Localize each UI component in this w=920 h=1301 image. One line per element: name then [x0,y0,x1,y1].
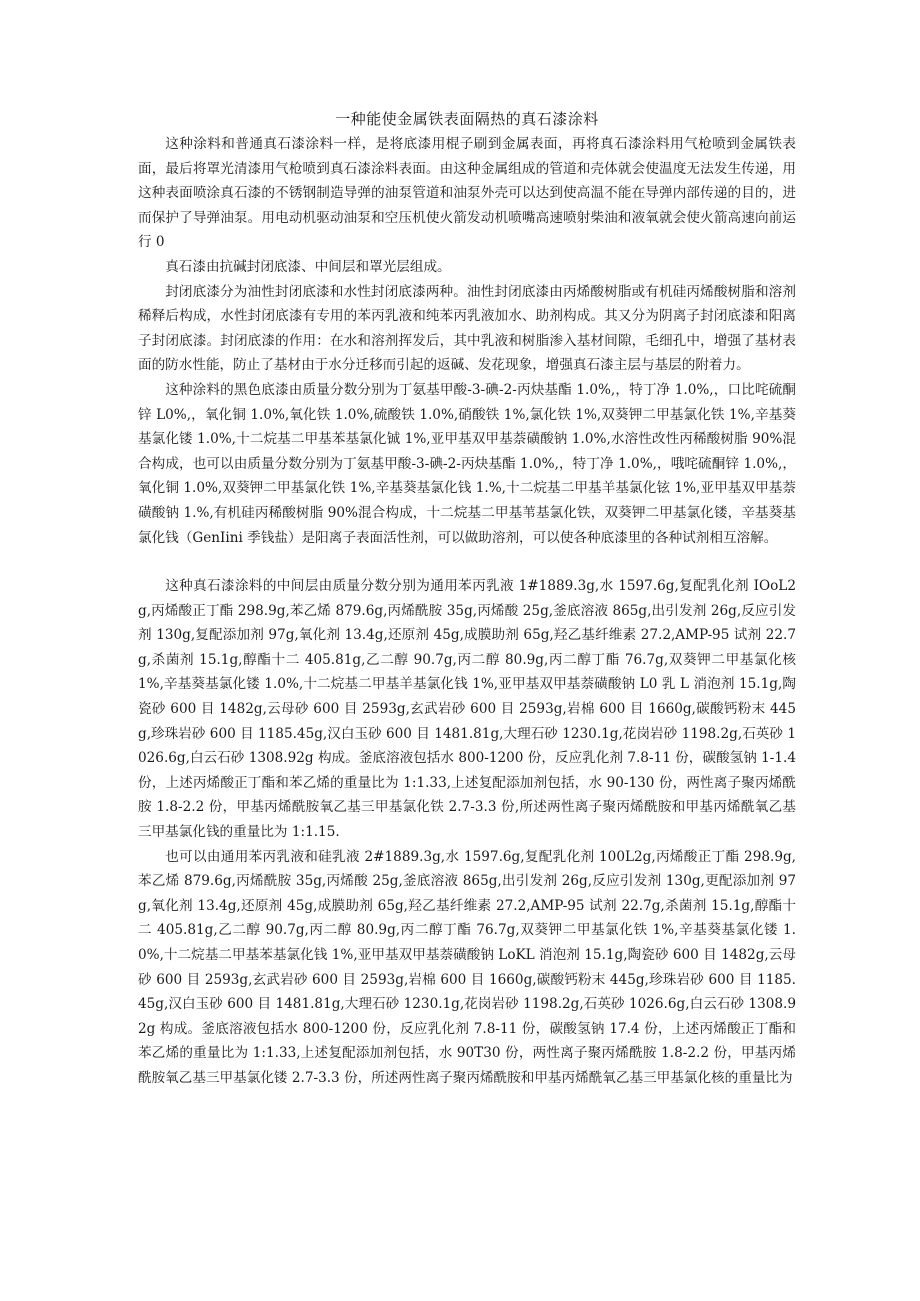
paragraph-intro: 这种涂料和普通真石漆涂料一样，是将底漆用棍子刷到金属表面，再将真石漆涂料用气枪喷到金属铁表面，最后将罩光清漆用气枪喷到真石漆涂料表面。由这种金属组成的管道和壳体就会使温度无法发生传递，用这种表面喷涂真石漆的不锈钢制造导弹的油泵管道和油泵外壳可以达到使高温不能在导弹内部传递的目的，进而保护了导弹油泵。用电动机驱动油泵和空压机使火箭发动机喷嘴高速喷射柴油和液氧就会使火箭高速向前运行 0 [138,136,796,251]
paragraph-black-primer: 这种涂料的黑色底漆由质量分数分别为丁氨基甲酸-3-碘-2-丙炔基酯 1.0%,，特丁净 1.0%,，口比咤硫酮锌 L0%,，氧化铜 1.0%,氧化铁 1.0%,硫酸铁 1.0%,硝酸铁 1%,氯化铁 1%,双葵钾二甲基氯化铁 1%,辛基葵基氯化镂 1.0%,十二烷基二甲基苯基氯化铖 1%,亚甲基双甲基萘磺酸钠 1.0%,水溶性改性丙稀酸树脂 90%混合构成，也可以由质量分数分别为丁氨基甲酸-3-碘-2-丙炔基酯 1.0%,，特丁净 1.0%,，哦咤硫酮锌 1.0%,，氧化铜 1.0%,双葵钾二甲基氯化铁 1%,辛基葵基氯化钱 1.%,十二烷基二甲基羊基氯化铉 1%,亚甲基双甲基萘磺酸钠 1.%,有机硅丙稀酸树脂 90%混合构成，十二烷基二甲基苇基氯化铁，双葵钾二甲基氯化镂，辛基葵基氯化钱（GenIini 季钱盐）是阳离子表面活性剂，可以做助溶剂，可以使各种底漆里的各种试剂相互溶解。 [138,381,796,546]
paragraph-composition: 真石漆由抗碱封闭底漆、中间层和罩光层组成。 [165,258,451,275]
document-page [138,108,796,1091]
paragraph-gap [138,550,796,574]
paragraph-primer: 封闭底漆分为油性封闭底漆和水性封闭底漆两种。油性封闭底漆由丙烯酸树脂或有机硅丙烯酸树脂和溶剂稀释后构成，水性封闭底漆有专用的苯丙乳液和纯苯丙乳液加水、助剂构成。其又分为阴离子封闭底漆和阳离子封闭底漆。封闭底漆的作用：在水和溶剂挥发后，其中乳液和树脂渗入基材间隙，毛细孔中，增强了基材表面的防水性能，防止了基材由于水分迁移而引起的返碱、发花现象，增强真石漆主层与基层的附着力。 [138,283,796,374]
paragraph-middle-layer: 这种真石漆涂料的中间层由质量分数分别为通用苯丙乳液 1#1889.3g,水 1597.6g,复配乳化剂 IOoL2g,丙烯酸正丁酯 298.9g,苯乙烯 879.6g,丙烯酰胺 35g,丙烯酸 25g,釜底溶液 865g,出引发剂 26g,反应引发剂 130g,复配添加剂 97g,氧化剂 13.4g,还原剂 45g,成膜助剂 65g,羟乙基纤维素 27.2,AMP-95 试剂 22.7g,杀菌剂 15.1g,醇酯十二 405.81g,乙二醇 90.7g,丙二醇 80.9g,丙二醇丁酯 76.7g,双葵钾二甲基氯化核 1%,辛基葵基氯化镂 1.0%,十二烷基二甲基羊基氯化钱 1%,亚甲基双甲基萘磺酸钠 L0 乳 L 消泡剂 15.1g,陶瓷砂 600 目 1482g,云母砂 600 目 2593g,玄武岩砂 600 目 2593g,岩棉 600 目 1660g,碳酸钙粉末 445g,珍珠岩砂 600 目 1185.45g,汉白玉砂 600 目 1481.81g,大理石砂 1230.1g,花岗岩砂 1198.2g,石英砂 1026.6g,白云石砂 1308.92g 构成。釜底溶液包括水 800-1200 份，反应乳化剂 7.8-11 份，碳酸氢钠 1-1.4 份，上述丙烯酸正丁酯和苯乙烯的重量比为 1:1.33,上述复配添加剂包括，水 90-130 份，两性离子聚丙烯酰胺 1.8-2.2 份，甲基丙烯酰胺氧乙基三甲基氯化铁 2.7-3.3 份,所述两性离子聚丙烯酰胺和甲基丙烯酰氧乙基三甲基氯化钱的重量比为 1:1.15. [138,578,796,841]
document-title: 一种能使金属铁表面隔热的真石漆涂料 [335,110,599,128]
paragraph-alternative-formula: 也可以由通用苯丙乳液和硅乳液 2#1889.3g,水 1597.6g,复配乳化剂 100L2g,丙烯酸正丁酯 298.9g,苯乙烯 879.6g,丙烯酰胺 35g,丙烯酸 25g,釜底溶液 865g,出引发剂 26g,反应引发剂 130g,更配添加剂 97g,氧化剂 13.4g,还原剂 45g,成膜助剂 65g,羟乙基纤维素 27.2,AMP-95 试剂 22.7g,杀菌剂 15.1g,醇酯十二 405.81g,乙二醇 90.7g,丙二醇 80.9g,丙二醇丁酯 76.7g,双葵钾二甲基氯化铁 1%,辛基葵基氯化镂 1.0%,十二烷基二甲基苯基氯化钱 1%,亚甲基双甲基萘磺酸钠 LoKL 消泡剂 15.1g,陶瓷砂 600 目 1482g,云母砂 600 目 2593g,玄武岩砂 600 目 2593g,岩棉 600 目 1660g,碳酸钙粉末 445g,珍珠岩砂 600 目 1185.45g,汉白玉砂 600 目 1481.81g,大理石砂 1230.1g,花岗岩砂 1198.2g,石英砂 1026.6g,白云石砂 1308.92g 构成。釜底溶液包括水 800-1200 份，反应乳化剂 7.8-11 份，碳酸氢钠 17.4 份，上述丙烯酸正丁酯和苯乙烯的重量比为 1:1.33,上述复配添加剂包括，水 90T30 份，两性离子聚丙烯酰胺 1.8-2.2 份，甲基丙烯酰胺氧乙基三甲基氯化镂 2.7-3.3 份，所述两性离子聚丙烯酰胺和甲基丙烯酰氧乙基三甲基氯化核的重量比为 [138,848,796,1086]
